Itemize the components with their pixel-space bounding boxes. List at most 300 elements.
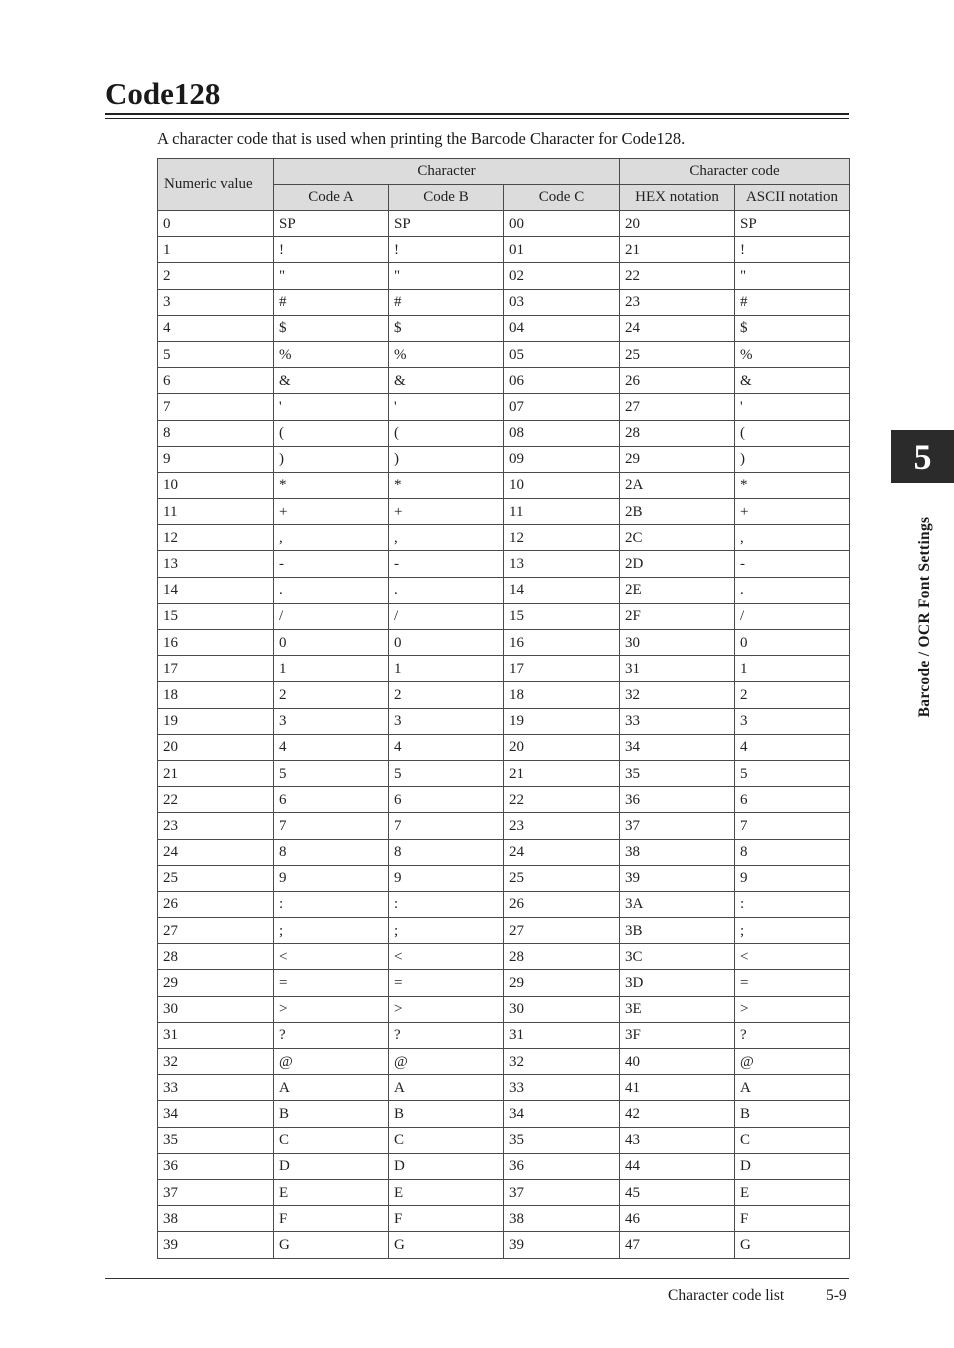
numeric-value-cell: 30 <box>158 996 274 1022</box>
table-row <box>158 525 850 551</box>
code-c-cell: 03 <box>504 289 620 315</box>
code-a-cell: > <box>274 996 389 1022</box>
table-row <box>158 499 850 525</box>
table-row <box>158 970 850 996</box>
header-numeric-value: Numeric value <box>158 159 274 211</box>
code-a-cell: 7 <box>274 813 389 839</box>
numeric-value-cell: 8 <box>158 420 274 446</box>
code-b-cell: @ <box>389 1049 504 1075</box>
ascii-cell: 4 <box>735 734 850 760</box>
code-c-cell: 11 <box>504 499 620 525</box>
hex-cell: 26 <box>620 368 735 394</box>
code-b-cell: 2 <box>389 682 504 708</box>
numeric-value-cell: 24 <box>158 839 274 865</box>
numeric-value-cell: 27 <box>158 918 274 944</box>
code-b-cell: ; <box>389 918 504 944</box>
intro-text: A character code that is used when printing the Barcode Character for Code128. <box>157 129 686 148</box>
hex-cell: 45 <box>620 1179 735 1205</box>
code-b-cell: C <box>389 1127 504 1153</box>
code-c-cell: 00 <box>504 211 620 237</box>
hex-cell: 21 <box>620 237 735 263</box>
numeric-value-cell: 39 <box>158 1232 274 1258</box>
ascii-cell: % <box>735 341 850 367</box>
hex-cell: 27 <box>620 394 735 420</box>
code-a-cell: " <box>274 263 389 289</box>
numeric-value-cell: 7 <box>158 394 274 420</box>
table-row <box>158 918 850 944</box>
code-b-cell: " <box>389 263 504 289</box>
code-a-cell: F <box>274 1206 389 1232</box>
table-body <box>158 211 850 1259</box>
code-a-cell: 2 <box>274 682 389 708</box>
code-b-cell: = <box>389 970 504 996</box>
table-row <box>158 996 850 1022</box>
code-a-cell: - <box>274 551 389 577</box>
code-a-cell: A <box>274 1075 389 1101</box>
table-row <box>158 394 850 420</box>
hex-cell: 29 <box>620 446 735 472</box>
header-character-code: Character code <box>620 159 850 185</box>
numeric-value-cell: 6 <box>158 368 274 394</box>
hex-cell: 2A <box>620 472 735 498</box>
code-a-cell: E <box>274 1179 389 1205</box>
ascii-cell: & <box>735 368 850 394</box>
hex-cell: 3A <box>620 891 735 917</box>
table-row <box>158 1232 850 1258</box>
numeric-value-cell: 33 <box>158 1075 274 1101</box>
ascii-cell: $ <box>735 315 850 341</box>
hex-cell: 2C <box>620 525 735 551</box>
code-a-cell: G <box>274 1232 389 1258</box>
hex-cell: 23 <box>620 289 735 315</box>
header-character: Character <box>274 159 620 185</box>
header-code-a: Code A <box>274 185 389 211</box>
table-row <box>158 708 850 734</box>
code-c-cell: 09 <box>504 446 620 472</box>
numeric-value-cell: 36 <box>158 1153 274 1179</box>
ascii-cell: ' <box>735 394 850 420</box>
hex-cell: 24 <box>620 315 735 341</box>
hex-cell: 35 <box>620 760 735 786</box>
table-row <box>158 237 850 263</box>
ascii-cell: E <box>735 1179 850 1205</box>
hex-cell: 47 <box>620 1232 735 1258</box>
hex-cell: 20 <box>620 211 735 237</box>
numeric-value-cell: 14 <box>158 577 274 603</box>
hex-cell: 28 <box>620 420 735 446</box>
ascii-cell: 9 <box>735 865 850 891</box>
code-b-cell: F <box>389 1206 504 1232</box>
ascii-cell: G <box>735 1232 850 1258</box>
hex-cell: 3B <box>620 918 735 944</box>
numeric-value-cell: 29 <box>158 970 274 996</box>
hex-cell: 38 <box>620 839 735 865</box>
table-row <box>158 341 850 367</box>
code-a-cell: $ <box>274 315 389 341</box>
code-a-cell: ( <box>274 420 389 446</box>
code-b-cell: 4 <box>389 734 504 760</box>
numeric-value-cell: 9 <box>158 446 274 472</box>
hex-cell: 3C <box>620 944 735 970</box>
code-a-cell: . <box>274 577 389 603</box>
numeric-value-cell: 20 <box>158 734 274 760</box>
code-b-cell: $ <box>389 315 504 341</box>
code-b-cell: - <box>389 551 504 577</box>
table-row <box>158 1049 850 1075</box>
ascii-cell: / <box>735 603 850 629</box>
code-b-cell: % <box>389 341 504 367</box>
code-c-cell: 21 <box>504 760 620 786</box>
code-c-cell: 17 <box>504 656 620 682</box>
footer-rule <box>105 1278 849 1279</box>
code-b-cell: 9 <box>389 865 504 891</box>
code-c-cell: 04 <box>504 315 620 341</box>
numeric-value-cell: 25 <box>158 865 274 891</box>
ascii-cell: , <box>735 525 850 551</box>
code-a-cell: ; <box>274 918 389 944</box>
ascii-cell: 5 <box>735 760 850 786</box>
code-b-cell: # <box>389 289 504 315</box>
code-c-cell: 10 <box>504 472 620 498</box>
code-c-cell: 28 <box>504 944 620 970</box>
table-row <box>158 1153 850 1179</box>
code-b-cell: & <box>389 368 504 394</box>
code-b-cell: G <box>389 1232 504 1258</box>
ascii-cell: D <box>735 1153 850 1179</box>
numeric-value-cell: 28 <box>158 944 274 970</box>
code-a-cell: 9 <box>274 865 389 891</box>
code-b-cell: , <box>389 525 504 551</box>
code-a-cell: ? <box>274 1022 389 1048</box>
hex-cell: 3E <box>620 996 735 1022</box>
code-a-cell: & <box>274 368 389 394</box>
ascii-cell: : <box>735 891 850 917</box>
table-row <box>158 368 850 394</box>
ascii-cell: ( <box>735 420 850 446</box>
code-b-cell: 6 <box>389 787 504 813</box>
numeric-value-cell: 38 <box>158 1206 274 1232</box>
code-a-cell: 4 <box>274 734 389 760</box>
code-a-cell: C <box>274 1127 389 1153</box>
chapter-tab: 5 <box>891 430 954 483</box>
code-c-cell: 15 <box>504 603 620 629</box>
header-ascii-notation: ASCII notation <box>735 185 850 211</box>
hex-cell: 2D <box>620 551 735 577</box>
header-code-b: Code B <box>389 185 504 211</box>
code-b-cell: ( <box>389 420 504 446</box>
code-c-cell: 30 <box>504 996 620 1022</box>
ascii-cell: < <box>735 944 850 970</box>
table-row <box>158 446 850 472</box>
ascii-cell: * <box>735 472 850 498</box>
code-b-cell: ) <box>389 446 504 472</box>
code-a-cell: # <box>274 289 389 315</box>
code-c-cell: 29 <box>504 970 620 996</box>
page-number: 5-9 <box>826 1287 847 1304</box>
code-b-cell: D <box>389 1153 504 1179</box>
ascii-cell: # <box>735 289 850 315</box>
numeric-value-cell: 11 <box>158 499 274 525</box>
ascii-cell: > <box>735 996 850 1022</box>
code-c-cell: 31 <box>504 1022 620 1048</box>
code-a-cell: : <box>274 891 389 917</box>
table-row <box>158 1206 850 1232</box>
code-b-cell: ' <box>389 394 504 420</box>
title-rule <box>105 113 849 115</box>
table-row <box>158 787 850 813</box>
header-code-c: Code C <box>504 185 620 211</box>
code-c-cell: 06 <box>504 368 620 394</box>
code-a-cell: / <box>274 603 389 629</box>
ascii-cell: @ <box>735 1049 850 1075</box>
code-c-cell: 05 <box>504 341 620 367</box>
code-c-cell: 35 <box>504 1127 620 1153</box>
hex-cell: 34 <box>620 734 735 760</box>
numeric-value-cell: 12 <box>158 525 274 551</box>
numeric-value-cell: 5 <box>158 341 274 367</box>
numeric-value-cell: 32 <box>158 1049 274 1075</box>
title-rule-thin <box>105 118 849 119</box>
code-c-cell: 01 <box>504 237 620 263</box>
ascii-cell: . <box>735 577 850 603</box>
table-row <box>158 472 850 498</box>
code-a-cell: + <box>274 499 389 525</box>
numeric-value-cell: 10 <box>158 472 274 498</box>
code-c-cell: 26 <box>504 891 620 917</box>
ascii-cell: 0 <box>735 630 850 656</box>
hex-cell: 40 <box>620 1049 735 1075</box>
code-a-cell: 6 <box>274 787 389 813</box>
header-hex-notation: HEX notation <box>620 185 735 211</box>
table-row <box>158 813 850 839</box>
table-row <box>158 839 850 865</box>
hex-cell: 43 <box>620 1127 735 1153</box>
hex-cell: 31 <box>620 656 735 682</box>
numeric-value-cell: 19 <box>158 708 274 734</box>
ascii-cell: C <box>735 1127 850 1153</box>
ascii-cell: 3 <box>735 708 850 734</box>
ascii-cell: = <box>735 970 850 996</box>
hex-cell: 46 <box>620 1206 735 1232</box>
ascii-cell: 7 <box>735 813 850 839</box>
code-b-cell: 0 <box>389 630 504 656</box>
table-row <box>158 865 850 891</box>
chapter-side-label: Barcode / OCR Font Settings <box>916 516 933 718</box>
numeric-value-cell: 17 <box>158 656 274 682</box>
table-row <box>158 551 850 577</box>
table-row <box>158 315 850 341</box>
table-row <box>158 630 850 656</box>
footer-section-title: Character code list <box>668 1287 785 1304</box>
ascii-cell: 6 <box>735 787 850 813</box>
code-c-cell: 38 <box>504 1206 620 1232</box>
code-b-cell: B <box>389 1101 504 1127</box>
hex-cell: 44 <box>620 1153 735 1179</box>
table-row <box>158 263 850 289</box>
code-a-cell: 0 <box>274 630 389 656</box>
code-a-cell: @ <box>274 1049 389 1075</box>
code-b-cell: . <box>389 577 504 603</box>
code-a-cell: D <box>274 1153 389 1179</box>
hex-cell: 37 <box>620 813 735 839</box>
code-b-cell: SP <box>389 211 504 237</box>
hex-cell: 32 <box>620 682 735 708</box>
hex-cell: 39 <box>620 865 735 891</box>
code-c-cell: 14 <box>504 577 620 603</box>
code-b-cell: / <box>389 603 504 629</box>
numeric-value-cell: 22 <box>158 787 274 813</box>
code-b-cell: * <box>389 472 504 498</box>
ascii-cell: ! <box>735 237 850 263</box>
hex-cell: 30 <box>620 630 735 656</box>
code-c-cell: 19 <box>504 708 620 734</box>
ascii-cell: 2 <box>735 682 850 708</box>
ascii-cell: 8 <box>735 839 850 865</box>
code-b-cell: > <box>389 996 504 1022</box>
code-a-cell: ) <box>274 446 389 472</box>
table-row <box>158 682 850 708</box>
table-row <box>158 1101 850 1127</box>
hex-cell: 3F <box>620 1022 735 1048</box>
table-row <box>158 1022 850 1048</box>
code-b-cell: + <box>389 499 504 525</box>
hex-cell: 36 <box>620 787 735 813</box>
hex-cell: 2E <box>620 577 735 603</box>
numeric-value-cell: 31 <box>158 1022 274 1048</box>
code-b-cell: 3 <box>389 708 504 734</box>
code-c-cell: 07 <box>504 394 620 420</box>
code-c-cell: 23 <box>504 813 620 839</box>
code-b-cell: 7 <box>389 813 504 839</box>
code-c-cell: 36 <box>504 1153 620 1179</box>
code-a-cell: 1 <box>274 656 389 682</box>
table-row <box>158 289 850 315</box>
code-b-cell: A <box>389 1075 504 1101</box>
numeric-value-cell: 26 <box>158 891 274 917</box>
numeric-value-cell: 3 <box>158 289 274 315</box>
numeric-value-cell: 37 <box>158 1179 274 1205</box>
code-c-cell: 39 <box>504 1232 620 1258</box>
code-c-cell: 33 <box>504 1075 620 1101</box>
code-b-cell: : <box>389 891 504 917</box>
code-c-cell: 37 <box>504 1179 620 1205</box>
hex-cell: 2F <box>620 603 735 629</box>
code-a-cell: 8 <box>274 839 389 865</box>
ascii-cell: ? <box>735 1022 850 1048</box>
numeric-value-cell: 2 <box>158 263 274 289</box>
code-a-cell: SP <box>274 211 389 237</box>
code-a-cell: ! <box>274 237 389 263</box>
code-a-cell: 3 <box>274 708 389 734</box>
ascii-cell: ) <box>735 446 850 472</box>
code-c-cell: 24 <box>504 839 620 865</box>
numeric-value-cell: 34 <box>158 1101 274 1127</box>
table-row <box>158 1179 850 1205</box>
code-a-cell: * <box>274 472 389 498</box>
code-c-cell: 22 <box>504 787 620 813</box>
code-a-cell: ' <box>274 394 389 420</box>
table-row <box>158 760 850 786</box>
table-row <box>158 420 850 446</box>
numeric-value-cell: 23 <box>158 813 274 839</box>
table-row <box>158 944 850 970</box>
code-c-cell: 34 <box>504 1101 620 1127</box>
code-b-cell: < <box>389 944 504 970</box>
numeric-value-cell: 1 <box>158 237 274 263</box>
ascii-cell: 1 <box>735 656 850 682</box>
numeric-value-cell: 4 <box>158 315 274 341</box>
table-row <box>158 1127 850 1153</box>
code-c-cell: 16 <box>504 630 620 656</box>
numeric-value-cell: 13 <box>158 551 274 577</box>
ascii-cell: A <box>735 1075 850 1101</box>
numeric-value-cell: 18 <box>158 682 274 708</box>
code-b-cell: 1 <box>389 656 504 682</box>
page-title: Code128 <box>105 76 221 111</box>
code-c-cell: 25 <box>504 865 620 891</box>
table-row <box>158 603 850 629</box>
code-c-cell: 18 <box>504 682 620 708</box>
code-a-cell: 5 <box>274 760 389 786</box>
hex-cell: 41 <box>620 1075 735 1101</box>
numeric-value-cell: 0 <box>158 211 274 237</box>
code-a-cell: < <box>274 944 389 970</box>
code-c-cell: 20 <box>504 734 620 760</box>
ascii-cell: - <box>735 551 850 577</box>
code-b-cell: ! <box>389 237 504 263</box>
hex-cell: 2B <box>620 499 735 525</box>
code-a-cell: % <box>274 341 389 367</box>
table-row <box>158 734 850 760</box>
code-c-cell: 27 <box>504 918 620 944</box>
ascii-cell: F <box>735 1206 850 1232</box>
numeric-value-cell: 15 <box>158 603 274 629</box>
code-b-cell: 8 <box>389 839 504 865</box>
hex-cell: 22 <box>620 263 735 289</box>
ascii-cell: SP <box>735 211 850 237</box>
code-c-cell: 08 <box>504 420 620 446</box>
code-c-cell: 13 <box>504 551 620 577</box>
numeric-value-cell: 16 <box>158 630 274 656</box>
hex-cell: 33 <box>620 708 735 734</box>
ascii-cell: " <box>735 263 850 289</box>
hex-cell: 42 <box>620 1101 735 1127</box>
ascii-cell: + <box>735 499 850 525</box>
code128-table <box>157 158 850 1259</box>
table-row <box>158 891 850 917</box>
hex-cell: 25 <box>620 341 735 367</box>
code-a-cell: B <box>274 1101 389 1127</box>
table-row <box>158 211 850 237</box>
code-c-cell: 12 <box>504 525 620 551</box>
code-a-cell: = <box>274 970 389 996</box>
table-header <box>158 159 850 211</box>
ascii-cell: B <box>735 1101 850 1127</box>
table-row <box>158 577 850 603</box>
code-a-cell: , <box>274 525 389 551</box>
code-b-cell: ? <box>389 1022 504 1048</box>
code-c-cell: 32 <box>504 1049 620 1075</box>
ascii-cell: ; <box>735 918 850 944</box>
code-c-cell: 02 <box>504 263 620 289</box>
hex-cell: 3D <box>620 970 735 996</box>
table-row <box>158 656 850 682</box>
numeric-value-cell: 21 <box>158 760 274 786</box>
numeric-value-cell: 35 <box>158 1127 274 1153</box>
code-b-cell: 5 <box>389 760 504 786</box>
table-row <box>158 1075 850 1101</box>
code-b-cell: E <box>389 1179 504 1205</box>
